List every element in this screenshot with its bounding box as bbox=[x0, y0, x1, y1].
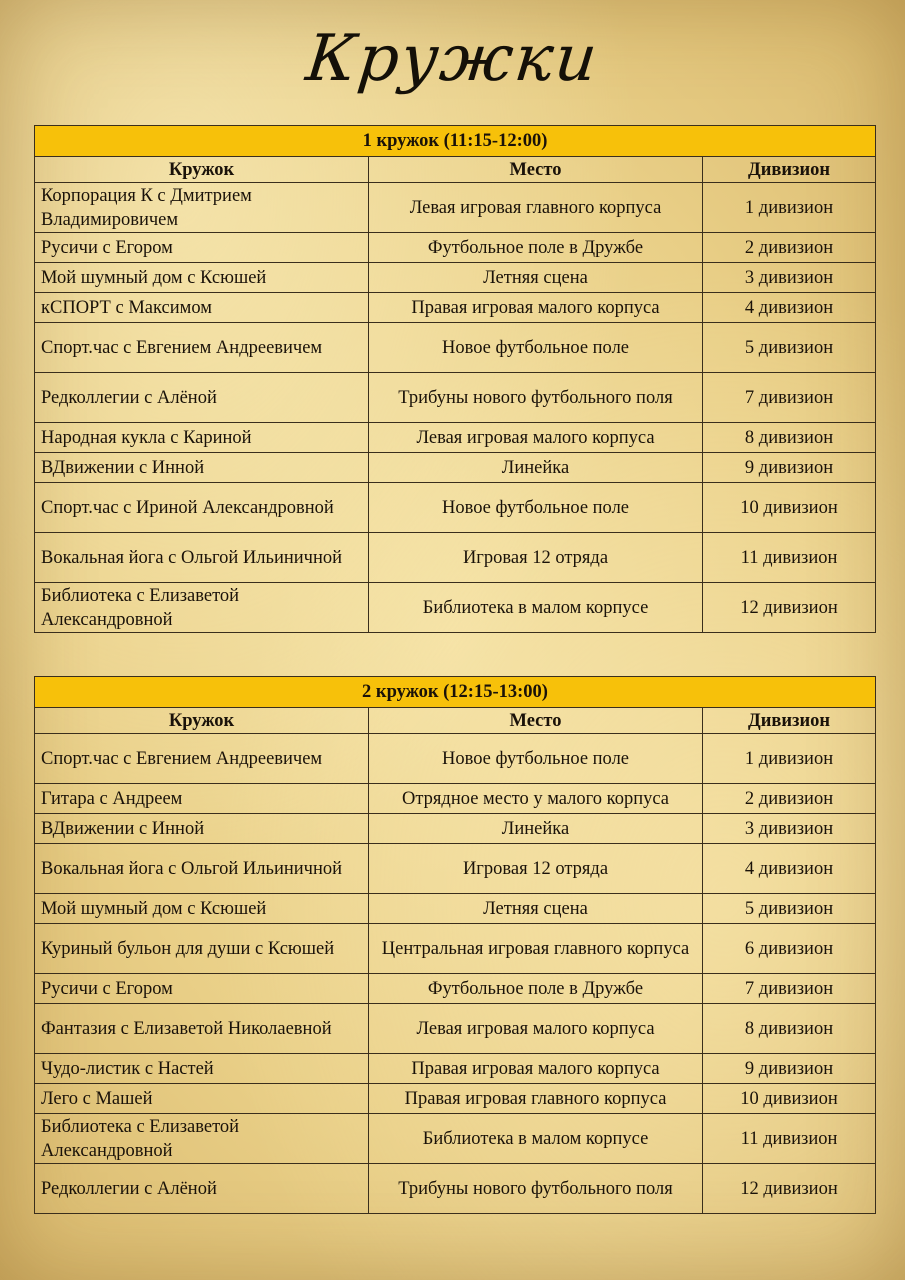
place-cell: Библиотека в малом корпусе bbox=[369, 583, 703, 633]
division-cell: 4 дивизион bbox=[703, 844, 876, 894]
column-header-place: Место bbox=[369, 157, 703, 183]
table-row bbox=[35, 1164, 876, 1214]
column-header-place: Место bbox=[369, 708, 703, 734]
division-cell: 6 дивизион bbox=[703, 924, 876, 974]
table-row bbox=[35, 1004, 876, 1054]
place-cell: Левая игровая малого корпуса bbox=[369, 1004, 703, 1054]
club-name-cell: Корпорация К с Дмитрием Владимировичем bbox=[35, 183, 369, 233]
club-name-cell: Гитара с Андреем bbox=[35, 784, 369, 814]
division-cell: 11 дивизион bbox=[703, 1114, 876, 1164]
club-name-cell: Библиотека с Елизаветой Александровной bbox=[35, 1114, 369, 1164]
table-row bbox=[35, 814, 876, 844]
table-row bbox=[35, 1084, 876, 1114]
place-cell: Новое футбольное поле bbox=[369, 323, 703, 373]
table-row bbox=[35, 734, 876, 784]
division-cell: 12 дивизион bbox=[703, 583, 876, 633]
column-header-division: Дивизион bbox=[703, 708, 876, 734]
place-cell: Линейка bbox=[369, 814, 703, 844]
table-row bbox=[35, 784, 876, 814]
club-name-cell: Вокальная йога с Ольгой Ильиничной bbox=[35, 533, 369, 583]
place-cell: Левая игровая главного корпуса bbox=[369, 183, 703, 233]
place-cell: Библиотека в малом корпусе bbox=[369, 1114, 703, 1164]
division-cell: 10 дивизион bbox=[703, 483, 876, 533]
table-row bbox=[35, 583, 876, 633]
place-cell: Трибуны нового футбольного поля bbox=[369, 373, 703, 423]
table-row bbox=[35, 974, 876, 1004]
place-cell: Летняя сцена bbox=[369, 894, 703, 924]
club-name-cell: Лего с Машей bbox=[35, 1084, 369, 1114]
club-name-cell: Спорт.час с Евгением Андреевичем bbox=[35, 734, 369, 784]
place-cell: Правая игровая главного корпуса bbox=[369, 1084, 703, 1114]
division-cell: 9 дивизион bbox=[703, 453, 876, 483]
table-row bbox=[35, 483, 876, 533]
table-row bbox=[35, 263, 876, 293]
division-cell: 3 дивизион bbox=[703, 263, 876, 293]
division-cell: 8 дивизион bbox=[703, 1004, 876, 1054]
place-cell: Игровая 12 отряда bbox=[369, 533, 703, 583]
place-cell: Центральная игровая главного корпуса bbox=[369, 924, 703, 974]
club-name-cell: ВДвижении с Инной bbox=[35, 453, 369, 483]
club-name-cell: Русичи с Егором bbox=[35, 974, 369, 1004]
division-cell: 1 дивизион bbox=[703, 734, 876, 784]
division-cell: 4 дивизион bbox=[703, 293, 876, 323]
table-row bbox=[35, 894, 876, 924]
division-cell: 2 дивизион bbox=[703, 784, 876, 814]
club-name-cell: Библиотека с Елизаветой Александровной bbox=[35, 583, 369, 633]
club-name-cell: кСПОРТ с Максимом bbox=[35, 293, 369, 323]
session-caption: 2 кружок (12:15-13:00) bbox=[35, 677, 876, 708]
division-cell: 2 дивизион bbox=[703, 233, 876, 263]
division-cell: 3 дивизион bbox=[703, 814, 876, 844]
place-cell: Игровая 12 отряда bbox=[369, 844, 703, 894]
table-row bbox=[35, 423, 876, 453]
club-name-cell: Русичи с Егором bbox=[35, 233, 369, 263]
club-name-cell: Народная кукла с Кариной bbox=[35, 423, 369, 453]
division-cell: 7 дивизион bbox=[703, 373, 876, 423]
table-row bbox=[35, 183, 876, 233]
table-row bbox=[35, 1054, 876, 1084]
club-name-cell: ВДвижении с Инной bbox=[35, 814, 369, 844]
column-header-division: Дивизион bbox=[703, 157, 876, 183]
column-header-club: Кружок bbox=[35, 157, 369, 183]
club-name-cell: Редколлегии с Алёной bbox=[35, 1164, 369, 1214]
division-cell: 10 дивизион bbox=[703, 1084, 876, 1114]
club-name-cell: Спорт.час с Евгением Андреевичем bbox=[35, 323, 369, 373]
club-name-cell: Редколлегии с Алёной bbox=[35, 373, 369, 423]
place-cell: Летняя сцена bbox=[369, 263, 703, 293]
page-title: Кружки bbox=[302, 22, 603, 96]
division-cell: 5 дивизион bbox=[703, 894, 876, 924]
table-row bbox=[35, 233, 876, 263]
table-row bbox=[35, 453, 876, 483]
club-name-cell: Мой шумный дом с Ксюшей bbox=[35, 263, 369, 293]
table-row bbox=[35, 924, 876, 974]
division-cell: 7 дивизион bbox=[703, 974, 876, 1004]
table-row bbox=[35, 844, 876, 894]
place-cell: Футбольное поле в Дружбе bbox=[369, 974, 703, 1004]
place-cell: Левая игровая малого корпуса bbox=[369, 423, 703, 453]
division-cell: 1 дивизион bbox=[703, 183, 876, 233]
club-name-cell: Куриный бульон для души с Ксюшей bbox=[35, 924, 369, 974]
club-name-cell: Мой шумный дом с Ксюшей bbox=[35, 894, 369, 924]
table-row bbox=[35, 293, 876, 323]
place-cell: Футбольное поле в Дружбе bbox=[369, 233, 703, 263]
club-name-cell: Вокальная йога с Ольгой Ильиничной bbox=[35, 844, 369, 894]
schedule-table-1 bbox=[34, 125, 876, 633]
table-row bbox=[35, 323, 876, 373]
place-cell: Отрядное место у малого корпуса bbox=[369, 784, 703, 814]
place-cell: Правая игровая малого корпуса bbox=[369, 1054, 703, 1084]
club-name-cell: Фантазия с Елизаветой Николаевной bbox=[35, 1004, 369, 1054]
place-cell: Новое футбольное поле bbox=[369, 483, 703, 533]
table-row bbox=[35, 1114, 876, 1164]
place-cell: Новое футбольное поле bbox=[369, 734, 703, 784]
division-cell: 9 дивизион bbox=[703, 1054, 876, 1084]
club-name-cell: Чудо-листик с Настей bbox=[35, 1054, 369, 1084]
schedule-table-2 bbox=[34, 676, 876, 1214]
place-cell: Правая игровая малого корпуса bbox=[369, 293, 703, 323]
session-caption: 1 кружок (11:15-12:00) bbox=[35, 126, 876, 157]
division-cell: 11 дивизион bbox=[703, 533, 876, 583]
division-cell: 8 дивизион bbox=[703, 423, 876, 453]
division-cell: 12 дивизион bbox=[703, 1164, 876, 1214]
place-cell: Линейка bbox=[369, 453, 703, 483]
division-cell: 5 дивизион bbox=[703, 323, 876, 373]
place-cell: Трибуны нового футбольного поля bbox=[369, 1164, 703, 1214]
column-header-club: Кружок bbox=[35, 708, 369, 734]
table-row bbox=[35, 373, 876, 423]
club-name-cell: Спорт.час с Ириной Александровной bbox=[35, 483, 369, 533]
table-row bbox=[35, 533, 876, 583]
